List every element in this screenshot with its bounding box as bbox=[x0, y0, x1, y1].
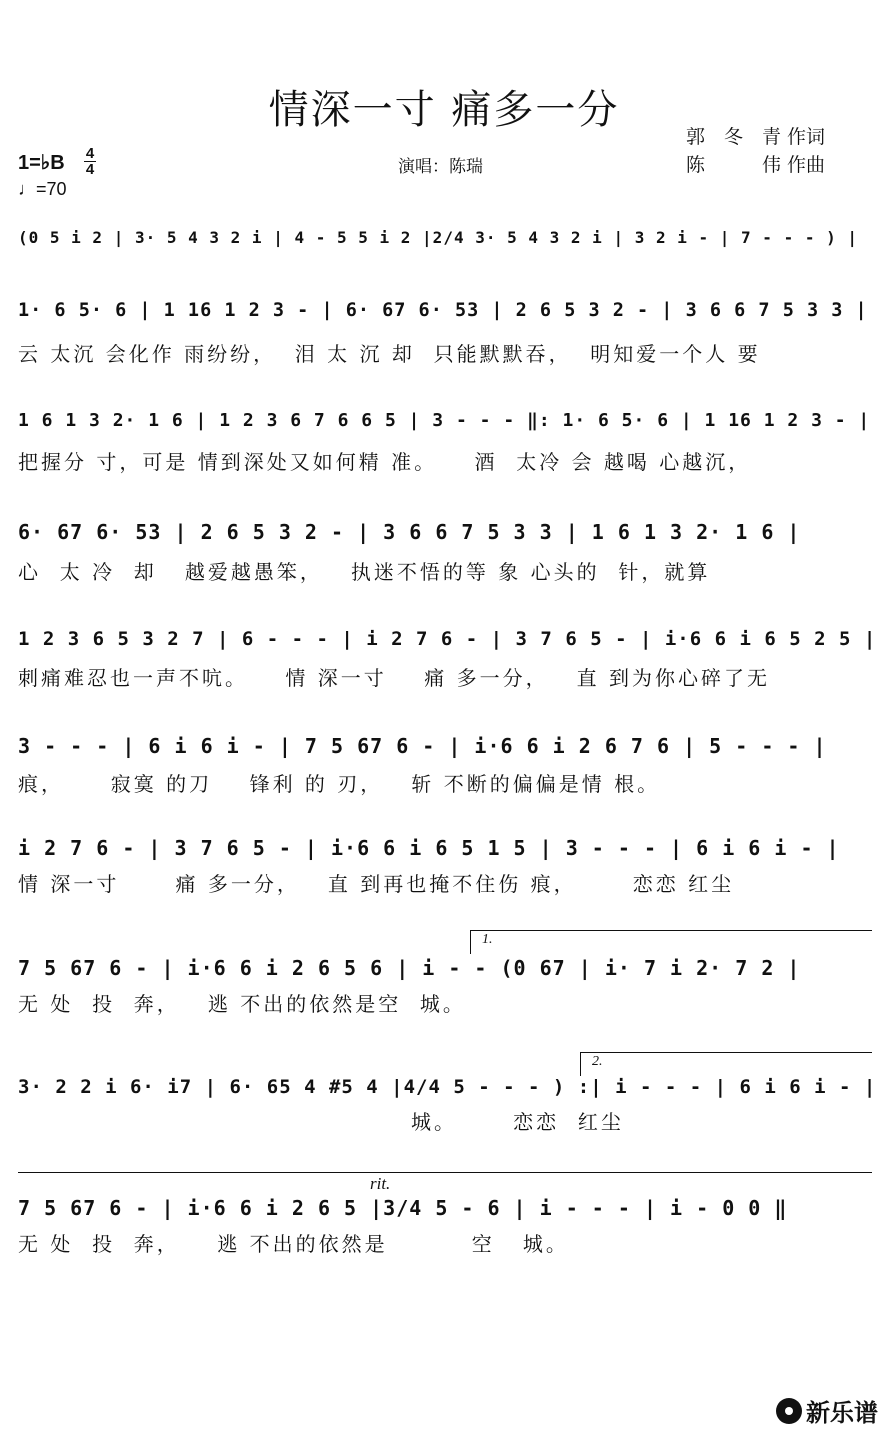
ritardando-marking: rit. bbox=[370, 1174, 391, 1193]
notation-line-8: 7 5 67 6 - | i·6 6 i 2 6 5 6 | i - - (0 67 | i· 7 i 2· 7 2 | bbox=[18, 956, 801, 980]
time-signature bbox=[84, 146, 96, 177]
notation-line-3: 1 6 1 3 2· 1 6 | 1 2 3 6 7 6 6 5 | 3 - - - ‖: 1· 6 5· 6 | 1 16 1 2 3 - | bbox=[18, 410, 871, 431]
logo-text: 新乐谱 bbox=[806, 1399, 878, 1427]
notation-line-10: 7 5 67 6 - | i·6 6 i 2 6 5 |3/4 5 - 6 | i - - - | i - 0 0 ‖ bbox=[18, 1196, 788, 1220]
lyric-line-4: 心 太 冷 却 越爱越愚笨， 执迷不悟的等 象 心头的 针，就算 bbox=[18, 560, 711, 584]
lyric-line-6: 痕， 寂寞 的刀 锋利 的 刃， 斩 不断的偏偏是情 根。 bbox=[18, 772, 661, 796]
notation-line-2: 1· 6 5· 6 | 1 16 1 2 3 - | 6· 67 6· 53 | 2 6 5 3 2 - | 3 6 6 7 5 3 3 | bbox=[18, 300, 868, 321]
notation-line-5: 1 2 3 6 5 3 2 7 | 6 - - - | i 2 7 6 - | 3 7 6 5 - | i·6 6 i 6 5 2 5 | bbox=[18, 628, 877, 650]
notation-line-9: 3· 2 2 i 6· i7 | 6· 65 4 #5 4 |4/4 5 - - - ) :| i - - - | 6 i 6 i - | bbox=[18, 1076, 877, 1098]
notation-line-1: (0 5 i 2 | 3· 5 4 3 2 i | 4 - 5 5 i 2 |2/4 3· 5 4 3 2 i | 3 2 i - | 7 - - - ) | bbox=[18, 228, 858, 247]
coda-bracket bbox=[18, 1172, 872, 1173]
record-icon bbox=[776, 1398, 802, 1424]
key-signature: 1=♭B bbox=[18, 152, 65, 174]
lyric-line-7: 情 深一寸 痛 多一分， 直 到再也掩不住伤 痕， 恋恋 红尘 bbox=[18, 872, 735, 896]
notation-line-4: 6· 67 6· 53 | 2 6 5 3 2 - | 3 6 6 7 5 3 3 | 1 6 1 3 2· 1 6 | bbox=[18, 520, 801, 544]
notation-line-7: i 2 7 6 - | 3 7 6 5 - | i·6 6 i 6 5 1 5 | 3 - - - | 6 i 6 i - | bbox=[18, 836, 840, 860]
lyric-line-5: 刺痛难忍也一声不吭。 情 深一寸 痛 多一分， 直 到为你心碎了无 bbox=[18, 666, 771, 690]
lyric-line-10: 无 处 投 奔， 逃 不出的依然是 空 城。 bbox=[18, 1232, 569, 1256]
tempo-marking: ♩=70 bbox=[18, 179, 67, 199]
notation-line-6: 3 - - - | 6 i 6 i - | 7 5 67 6 - | i·6 6 i 2 6 7 6 | 5 - - - | bbox=[18, 734, 827, 758]
lyric-line-2: 云 太沉 会化作 雨纷纷， 泪 太 沉 却 只能默默吞， 明知爱一个人 要 bbox=[18, 342, 761, 366]
lyric-line-9: 城。 恋恋 红尘 bbox=[18, 1110, 624, 1134]
time-signature-top: 4 bbox=[85, 145, 95, 162]
lyricist-credit: 郭 冬 青 作词 bbox=[686, 126, 826, 148]
site-logo bbox=[776, 1393, 878, 1428]
composer-credit: 陈 伟 作曲 bbox=[686, 154, 826, 176]
lyric-line-3: 把握分 寸，可是 情到深处又如何精 准。 酒 太冷 会 越喝 心越沉， bbox=[18, 450, 752, 474]
volta-2-bracket bbox=[580, 1052, 872, 1053]
volta-2-number: 2. bbox=[592, 1054, 603, 1069]
volta-1-tick bbox=[470, 930, 471, 954]
singer-credit: 演唱：陈瑞 bbox=[398, 157, 483, 177]
song-title: 情深一寸 痛多一分 bbox=[268, 87, 620, 133]
lyric-line-8: 无 处 投 奔， 逃 不出的依然是空 城。 bbox=[18, 992, 466, 1016]
time-signature-bottom: 4 bbox=[85, 161, 95, 178]
volta-1-bracket bbox=[470, 930, 872, 931]
volta-1-number: 1. bbox=[482, 932, 493, 947]
volta-2-tick bbox=[580, 1052, 581, 1076]
